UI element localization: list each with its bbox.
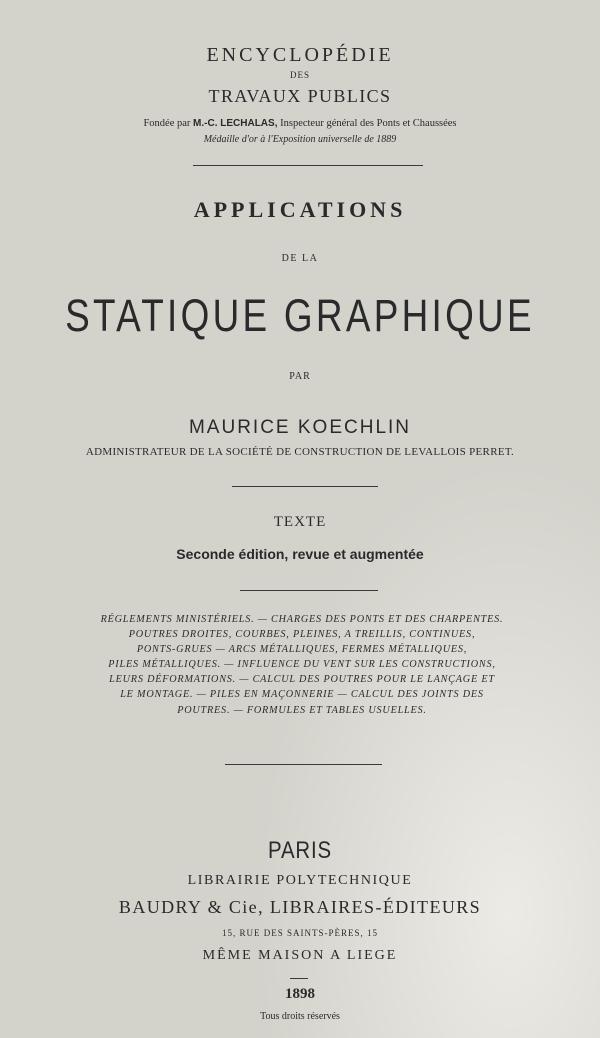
founder-line xyxy=(0,118,600,129)
founder-name: M.-C. LECHALAS, xyxy=(193,118,278,129)
imprint-year: 1898 xyxy=(285,986,315,1002)
imprint-publisher: BAUDRY & Cie, LIBRAIRES-ÉDITEURS xyxy=(118,897,482,917)
divider-edition xyxy=(240,590,378,591)
imprint-library: LIBRAIRIE POLYTECHNIQUE xyxy=(187,873,413,888)
collection-title: TRAVAUX PUBLICS xyxy=(208,86,392,106)
contents-line: PILES MÉTALLIQUES. — INFLUENCE DU VENT SUR LES CONSTRUCTIONS, xyxy=(108,659,496,671)
contents-line: POUTRES. — FORMULES ET TABLES USUELLES. xyxy=(177,704,427,716)
imprint-address: 15, RUE DES SAINTS-PÈRES, 15 xyxy=(221,928,378,938)
author-name: MAURICE KOECHLIN xyxy=(188,417,412,438)
divider-year xyxy=(290,978,308,979)
series-des: DES xyxy=(289,70,310,80)
contents-line: PONTS-GRUES — ARCS MÉTALLIQUES, FERMES MÉTALLIQUES, xyxy=(136,644,468,656)
contents-line: POUTRES DROITES, COURBES, PLEINES, A TREILLIS, CONTINUES, xyxy=(128,629,476,641)
imprint-city: PARIS xyxy=(268,837,332,864)
divider-top xyxy=(193,165,423,166)
title-pre: APPLICATIONS xyxy=(193,197,407,222)
divider-contents xyxy=(225,764,382,765)
founder-suffix: Inspecteur général des Ponts et Chaussées xyxy=(280,118,457,129)
title-of: DE LA xyxy=(281,253,319,264)
divider-author xyxy=(232,486,378,487)
series-title: ENCYCLOPÉDIE xyxy=(206,44,394,66)
contents-line: LEURS DÉFORMATIONS. — CALCUL DES POUTRES POUR LE LANÇAGE ET xyxy=(109,674,495,686)
contents-line: RÉGLEMENTS MINISTÉRIELS. — CHARGES DES PONTS ET DES CHARPENTES. xyxy=(100,614,504,625)
imprint-branch: MÊME MAISON A LIEGE xyxy=(202,948,398,963)
author-position: ADMINISTRATEUR DE LA SOCIÉTÉ DE CONSTRUCTION DE LEVALLOIS PERRET. xyxy=(85,446,515,458)
author-par: PAR xyxy=(289,371,311,382)
founder-prefix: Fondée par xyxy=(143,118,191,129)
book-title: STATIQUE GRAPHIQUE xyxy=(65,290,535,341)
imprint-rights: Tous droits réservés xyxy=(260,1011,340,1022)
volume-label: TEXTE xyxy=(273,514,327,530)
contents-summary xyxy=(52,612,552,718)
edition-line: Seconde édition, revue et augmentée xyxy=(176,546,424,562)
medal-line: Médaille d'or à l'Exposition universelle de 1889 xyxy=(203,134,397,145)
contents-line: LE MONTAGE. — PILES EN MAÇONNERIE — CALCUL DES JOINTS DES xyxy=(120,689,484,701)
